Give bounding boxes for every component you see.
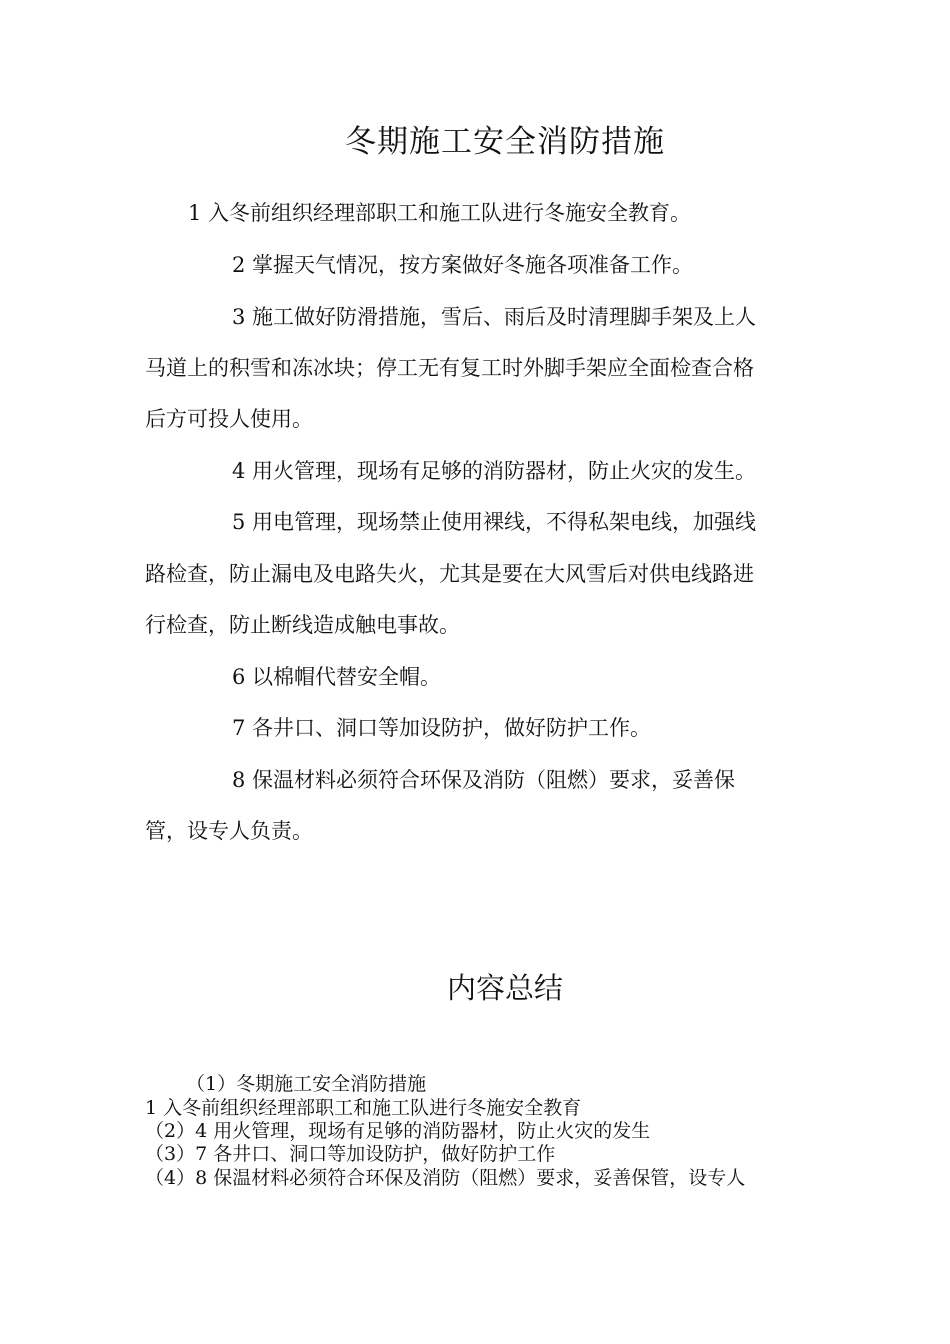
body-line-12: 8 保温材料必须符合环保及消防（阻燃）要求，妥善保 xyxy=(232,768,736,792)
body-line-7: 5 用电管理，现场禁止使用裸线，不得私架电线，加强线 xyxy=(232,510,757,534)
body-line-13: 管，设专人负责。 xyxy=(145,819,313,843)
body-line-6: 4 用火管理，现场有足够的消防器材，防止火灾的发生。 xyxy=(232,459,757,483)
summary-title: 内容总结 xyxy=(446,971,563,1005)
summary-line-5: （4）8 保温材料必须符合环保及消防（阻燃）要求，妥善保管，设专人 xyxy=(145,1167,746,1189)
summary-line-2: 1 入冬前组织经理部职工和施工队进行冬施安全教育 xyxy=(145,1097,582,1119)
body-line-10: 6 以棉帽代替安全帽。 xyxy=(232,665,442,689)
summary-line-1: （1）冬期施工安全消防措施 xyxy=(186,1073,427,1095)
body-line-8: 路检查，防止漏电及电路失火，尤其是要在大风雪后对供电线路进 xyxy=(145,562,754,586)
body-line-9: 行检查，防止断线造成触电事故。 xyxy=(145,613,460,637)
body-line-3: 3 施工做好防滑措施，雪后、雨后及时清理脚手架及上人 xyxy=(232,305,757,329)
body-line-4: 马道上的积雪和冻冰块；停工无有复工时外脚手架应全面检查合格 xyxy=(145,356,754,380)
body-line-2: 2 掌握天气情况，按方案做好冬施各项准备工作。 xyxy=(232,253,694,277)
body-line-1: 1 入冬前组织经理部职工和施工队进行冬施安全教育。 xyxy=(188,201,692,225)
summary-line-4: （3）7 各井口、洞口等加设防护，做好防护工作 xyxy=(145,1143,556,1165)
summary-line-3: （2）4 用火管理，现场有足够的消防器材，防止火灾的发生 xyxy=(145,1120,651,1142)
document-title: 冬期施工安全消防措施 xyxy=(345,124,665,160)
body-line-11: 7 各井口、洞口等加设防护，做好防护工作。 xyxy=(232,716,652,740)
body-line-5: 后方可投人使用。 xyxy=(145,407,313,431)
